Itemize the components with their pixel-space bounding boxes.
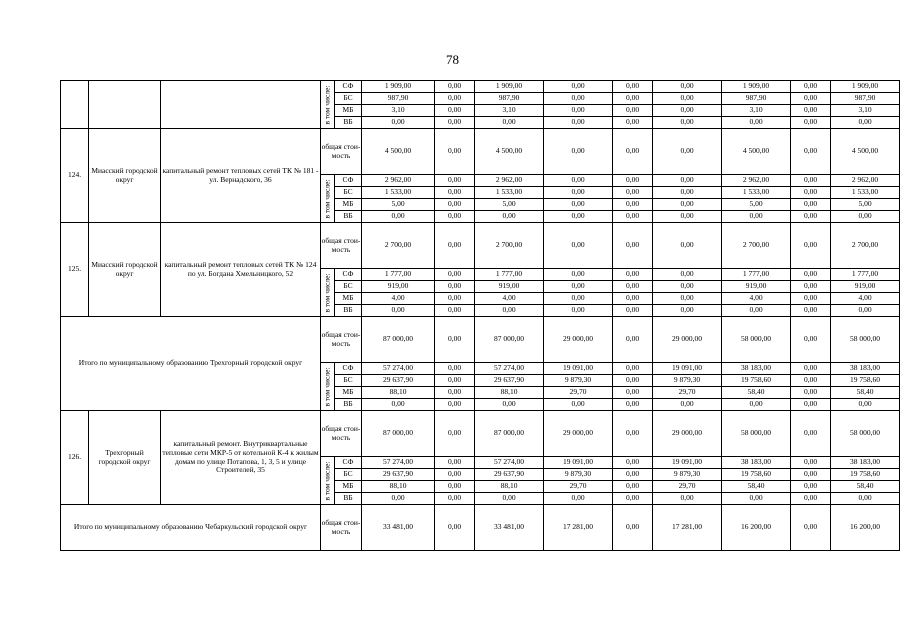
value-cell: 88,10 [362,387,435,399]
value-cell: 4 500,00 [831,129,900,175]
value-cell: 0,00 [435,317,475,363]
value-cell: 0,00 [613,317,653,363]
value-cell: 0,00 [613,493,653,505]
value-cell: 0,00 [544,93,613,105]
value-cell: 1 777,00 [831,269,900,281]
value-cell: 0,00 [613,93,653,105]
value-cell: 0,00 [791,175,831,187]
value-cell: 58 000,00 [831,317,900,363]
value-cell: 0,00 [613,505,653,551]
value-cell: 987,90 [722,93,791,105]
value-cell: 1 533,00 [475,187,544,199]
value-cell: 5,00 [722,199,791,211]
value-cell: 0,00 [475,399,544,411]
value-cell: 0,00 [613,129,653,175]
value-cell: 0,00 [544,399,613,411]
value-cell: 58,40 [722,387,791,399]
value-cell: 0,00 [544,105,613,117]
project-description: капитальный ремонт тепловых сетей ТК № 124 по ул. Богдана Хмельницкого, 52 [161,223,321,317]
value-cell: 0,00 [613,81,653,93]
value-cell: 0,00 [791,211,831,223]
sub-label: БС [335,375,362,387]
table-row [61,223,900,269]
value-cell: 29,70 [653,481,722,493]
value-cell: 0,00 [653,175,722,187]
value-cell: 0,00 [613,105,653,117]
value-cell: 0,00 [791,269,831,281]
value-cell: 2 962,00 [831,175,900,187]
value-cell: 0,00 [613,293,653,305]
value-cell: 3,10 [831,105,900,117]
value-cell: 0,00 [475,305,544,317]
value-cell: 19 091,00 [544,363,613,375]
value-cell: 0,00 [435,269,475,281]
value-cell: 0,00 [613,411,653,457]
value-cell: 0,00 [791,481,831,493]
value-cell: 4 500,00 [722,129,791,175]
sub-label: ВБ [335,211,362,223]
value-cell: 19 758,60 [722,375,791,387]
value-cell: 4,00 [722,293,791,305]
value-cell: 2 962,00 [722,175,791,187]
value-cell: 0,00 [653,281,722,293]
value-cell: 87 000,00 [475,317,544,363]
value-cell: 0,00 [791,293,831,305]
value-cell: 0,00 [475,211,544,223]
value-cell: 1 909,00 [362,81,435,93]
value-cell: 9 879,30 [653,469,722,481]
value-cell: 1 533,00 [831,187,900,199]
value-cell: 0,00 [653,269,722,281]
value-cell: 1 533,00 [362,187,435,199]
value-cell: 2 700,00 [831,223,900,269]
value-cell: 19 758,60 [831,469,900,481]
value-cell: 0,00 [791,105,831,117]
value-cell: 919,00 [722,281,791,293]
vt-label: в том числе: [322,178,332,219]
value-cell: 0,00 [831,305,900,317]
value-cell: 0,00 [613,187,653,199]
value-cell: 0,00 [831,399,900,411]
value-cell: 16 200,00 [722,505,791,551]
value-cell: 0,00 [653,211,722,223]
value-cell: 0,00 [435,211,475,223]
value-cell: 919,00 [362,281,435,293]
value-cell: 0,00 [653,187,722,199]
project-description [161,81,321,129]
value-cell: 1 777,00 [722,269,791,281]
value-cell: 0,00 [435,411,475,457]
value-cell: 0,00 [722,305,791,317]
sub-label: СФ [335,175,362,187]
row-number [61,81,89,129]
value-cell: 0,00 [435,293,475,305]
value-cell: 0,00 [362,399,435,411]
sub-label: МБ [335,387,362,399]
value-cell: 0,00 [544,187,613,199]
value-cell: 1 909,00 [722,81,791,93]
value-cell: 19 091,00 [544,457,613,469]
municipality [89,81,161,129]
value-cell: 2 700,00 [722,223,791,269]
sub-label: МБ [335,293,362,305]
value-cell: 17 281,00 [653,505,722,551]
value-cell: 0,00 [791,493,831,505]
value-cell: 5,00 [475,199,544,211]
sub-label: МБ [335,199,362,211]
value-cell: 9 879,30 [544,375,613,387]
summary-row [61,505,900,551]
vt-label-cell [321,81,335,129]
summary-label: Итого по муниципальному образованию Чебаркульский городской округ [61,505,321,551]
value-cell: 0,00 [613,375,653,387]
value-cell: 0,00 [613,175,653,187]
value-cell: 5,00 [831,199,900,211]
value-cell: 0,00 [435,363,475,375]
summary-label: Итого по муниципальному образованию Трехгорный городской округ [61,317,321,411]
value-cell: 0,00 [791,505,831,551]
value-cell: 3,10 [362,105,435,117]
cost-label: общая стои-мость [321,317,362,363]
value-cell: 58,40 [722,481,791,493]
value-cell: 29,70 [544,481,613,493]
value-cell: 0,00 [791,129,831,175]
vt-label-cell [321,457,335,505]
vt-label: в том числе: [322,460,332,501]
value-cell: 4,00 [831,293,900,305]
value-cell: 58 000,00 [831,411,900,457]
value-cell: 0,00 [544,199,613,211]
municipality: Трехгорный городской округ [89,411,161,505]
value-cell: 0,00 [613,211,653,223]
value-cell: 0,00 [435,457,475,469]
value-cell: 0,00 [544,269,613,281]
value-cell: 0,00 [435,281,475,293]
value-cell: 0,00 [791,457,831,469]
value-cell: 0,00 [544,305,613,317]
value-cell: 38 183,00 [831,363,900,375]
cost-label: общая стои-мость [321,411,362,457]
value-cell: 29 000,00 [544,411,613,457]
value-cell: 0,00 [435,505,475,551]
vt-label: в том числе: [322,366,332,407]
value-cell: 0,00 [613,363,653,375]
value-cell: 58 000,00 [722,317,791,363]
value-cell: 16 200,00 [831,505,900,551]
value-cell: 29,70 [544,387,613,399]
value-cell: 38 183,00 [722,363,791,375]
value-cell: 1 533,00 [722,187,791,199]
value-cell: 5,00 [362,199,435,211]
value-cell: 0,00 [653,305,722,317]
value-cell: 0,00 [791,411,831,457]
sub-label: БС [335,281,362,293]
value-cell: 0,00 [613,481,653,493]
value-cell: 0,00 [544,117,613,129]
value-cell: 0,00 [653,117,722,129]
row-number: 125. [61,223,89,317]
value-cell: 1 909,00 [475,81,544,93]
value-cell: 0,00 [791,281,831,293]
value-cell: 29 637,90 [362,469,435,481]
table-row [61,411,900,457]
value-cell: 0,00 [791,469,831,481]
value-cell: 58,40 [831,481,900,493]
vt-label-cell [321,363,335,411]
value-cell: 0,00 [653,399,722,411]
value-cell: 1 777,00 [475,269,544,281]
value-cell: 2 962,00 [362,175,435,187]
value-cell: 0,00 [435,117,475,129]
value-cell: 0,00 [722,117,791,129]
value-cell: 987,90 [362,93,435,105]
value-cell: 0,00 [544,281,613,293]
value-cell: 0,00 [435,223,475,269]
value-cell: 29 637,90 [362,375,435,387]
value-cell: 2 700,00 [362,223,435,269]
value-cell: 987,90 [475,93,544,105]
value-cell: 4 500,00 [362,129,435,175]
value-cell: 0,00 [791,93,831,105]
value-cell: 0,00 [831,493,900,505]
value-cell: 2 700,00 [475,223,544,269]
value-cell: 0,00 [435,199,475,211]
value-cell: 0,00 [722,211,791,223]
value-cell: 0,00 [435,129,475,175]
value-cell: 19 091,00 [653,457,722,469]
value-cell: 0,00 [831,117,900,129]
value-cell: 88,10 [475,481,544,493]
value-cell: 0,00 [435,175,475,187]
sub-label: СФ [335,81,362,93]
value-cell: 0,00 [791,117,831,129]
value-cell: 57 274,00 [475,363,544,375]
table-row [61,129,900,175]
value-cell: 0,00 [613,457,653,469]
value-cell: 19 758,60 [722,469,791,481]
sub-label: СФ [335,363,362,375]
value-cell: 2 962,00 [475,175,544,187]
value-cell: 3,10 [722,105,791,117]
value-cell: 4,00 [362,293,435,305]
value-cell: 0,00 [544,81,613,93]
value-cell: 33 481,00 [475,505,544,551]
value-cell: 0,00 [435,387,475,399]
value-cell: 919,00 [475,281,544,293]
value-cell: 0,00 [362,305,435,317]
value-cell: 87 000,00 [362,317,435,363]
value-cell: 0,00 [613,399,653,411]
value-cell: 33 481,00 [362,505,435,551]
value-cell: 0,00 [435,399,475,411]
value-cell: 0,00 [613,387,653,399]
value-cell: 4,00 [475,293,544,305]
value-cell: 0,00 [435,93,475,105]
sub-label: БС [335,93,362,105]
value-cell: 0,00 [613,223,653,269]
value-cell: 0,00 [435,469,475,481]
value-cell: 57 274,00 [362,363,435,375]
municipality: Миасский городской округ [89,223,161,317]
value-cell: 58 000,00 [722,411,791,457]
page-number: 78 [446,52,459,67]
value-cell: 0,00 [435,481,475,493]
value-cell: 0,00 [362,211,435,223]
value-cell: 0,00 [791,399,831,411]
value-cell: 29 000,00 [653,317,722,363]
value-cell: 17 281,00 [544,505,613,551]
sub-label: ВБ [335,493,362,505]
value-cell: 57 274,00 [362,457,435,469]
value-cell: 29,70 [653,387,722,399]
table-row [61,81,900,93]
value-cell: 0,00 [362,493,435,505]
value-cell: 9 879,30 [653,375,722,387]
sub-label: ВБ [335,305,362,317]
value-cell: 0,00 [653,93,722,105]
vt-label-cell [321,269,335,317]
value-cell: 0,00 [435,493,475,505]
value-cell: 0,00 [544,211,613,223]
row-number: 126. [61,411,89,505]
value-cell: 0,00 [653,129,722,175]
value-cell: 0,00 [475,493,544,505]
value-cell: 0,00 [475,117,544,129]
value-cell: 0,00 [435,105,475,117]
municipality: Миасский городской округ [89,129,161,223]
value-cell: 0,00 [544,175,613,187]
vt-label: в том числе: [322,272,332,313]
value-cell: 1 777,00 [362,269,435,281]
value-cell: 0,00 [435,81,475,93]
value-cell: 0,00 [791,223,831,269]
value-cell: 0,00 [435,375,475,387]
value-cell: 0,00 [613,469,653,481]
value-cell: 88,10 [475,387,544,399]
vt-label-cell [321,175,335,223]
value-cell: 0,00 [722,399,791,411]
value-cell: 4 500,00 [475,129,544,175]
value-cell: 0,00 [791,363,831,375]
value-cell: 0,00 [791,187,831,199]
value-cell: 0,00 [613,281,653,293]
cost-label: общая стои-мость [321,129,362,175]
sub-label: СФ [335,457,362,469]
value-cell: 0,00 [653,105,722,117]
value-cell: 9 879,30 [544,469,613,481]
value-cell: 29 637,90 [475,469,544,481]
sub-label: БС [335,187,362,199]
value-cell: 0,00 [613,269,653,281]
value-cell: 0,00 [613,199,653,211]
value-cell: 3,10 [475,105,544,117]
sub-label: МБ [335,481,362,493]
sub-label: СФ [335,269,362,281]
value-cell: 0,00 [435,187,475,199]
funding-table [60,80,900,551]
value-cell: 19 758,60 [831,375,900,387]
row-number: 124. [61,129,89,223]
sub-label: ВБ [335,117,362,129]
value-cell: 87 000,00 [475,411,544,457]
cost-label: общая стои-мость [321,505,362,551]
value-cell: 0,00 [791,317,831,363]
value-cell: 0,00 [791,81,831,93]
value-cell: 0,00 [791,305,831,317]
value-cell: 0,00 [544,129,613,175]
value-cell: 87 000,00 [362,411,435,457]
value-cell: 0,00 [791,387,831,399]
value-cell: 29 637,90 [475,375,544,387]
value-cell: 29 000,00 [544,317,613,363]
value-cell: 1 909,00 [831,81,900,93]
value-cell: 0,00 [544,223,613,269]
value-cell: 0,00 [791,199,831,211]
value-cell: 0,00 [653,223,722,269]
sub-label: ВБ [335,399,362,411]
value-cell: 0,00 [544,493,613,505]
value-cell: 0,00 [544,293,613,305]
value-cell: 19 091,00 [653,363,722,375]
value-cell: 0,00 [613,305,653,317]
value-cell: 0,00 [653,293,722,305]
value-cell: 0,00 [653,81,722,93]
sub-label: БС [335,469,362,481]
value-cell: 58,40 [831,387,900,399]
project-description: капитальный ремонт. Внутриквартальные тепловые сети МКР-5 от котельной К-4 к жилым домам по улице Потапова, 1, 3, 5 и улице Строителей, 35 [161,411,321,505]
value-cell: 57 274,00 [475,457,544,469]
value-cell: 0,00 [653,199,722,211]
summary-row [61,317,900,363]
value-cell: 38 183,00 [831,457,900,469]
value-cell: 0,00 [791,375,831,387]
vt-label: в том числе: [322,84,332,125]
value-cell: 987,90 [831,93,900,105]
value-cell: 0,00 [722,493,791,505]
value-cell: 29 000,00 [653,411,722,457]
value-cell: 919,00 [831,281,900,293]
value-cell: 88,10 [362,481,435,493]
value-cell: 0,00 [435,305,475,317]
project-description: капитальный ремонт тепловых сетей ТК № 181 - ул. Вернадского, 36 [161,129,321,223]
value-cell: 38 183,00 [722,457,791,469]
value-cell: 0,00 [613,117,653,129]
value-cell: 0,00 [831,211,900,223]
cost-label: общая стои-мость [321,223,362,269]
sub-label: МБ [335,105,362,117]
value-cell: 0,00 [653,493,722,505]
value-cell: 0,00 [362,117,435,129]
